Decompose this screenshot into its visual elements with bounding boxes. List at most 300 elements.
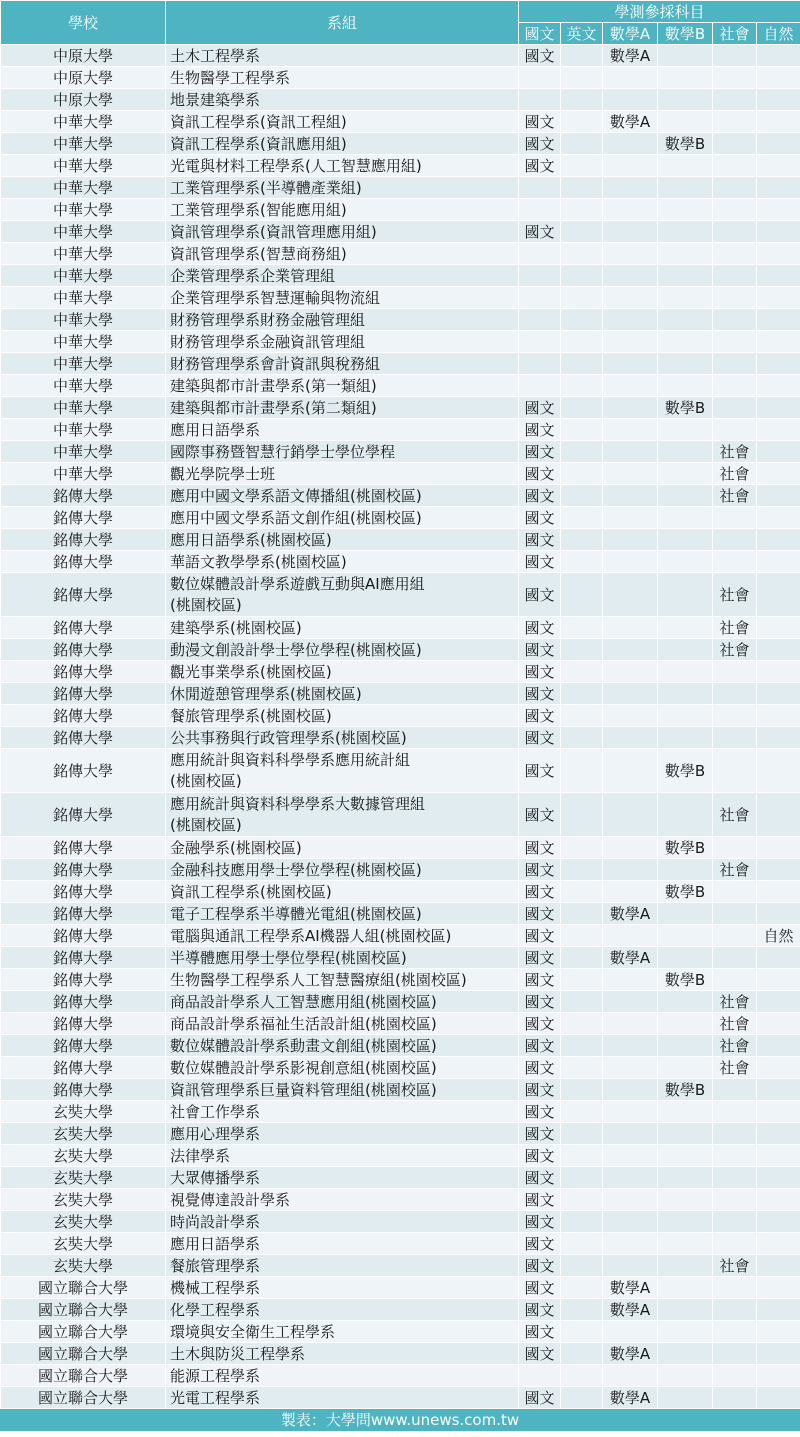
subject-cell-science bbox=[757, 353, 800, 375]
school-cell: 國立聯合大學 bbox=[1, 1343, 166, 1365]
school-column-header: 學校 bbox=[1, 1, 166, 45]
table-row bbox=[1, 749, 800, 793]
school-cell: 銘傳大學 bbox=[1, 705, 166, 727]
subject-cell-science bbox=[757, 331, 800, 353]
subject-cell-english bbox=[561, 199, 603, 221]
subject-cell-math-a bbox=[603, 1365, 658, 1387]
subject-header-social: 社會 bbox=[713, 23, 757, 45]
table-row bbox=[1, 947, 800, 969]
subject-cell-social bbox=[713, 45, 757, 67]
department-cell: 電腦與通訊工程學系AI機器人組(桃園校區) bbox=[166, 925, 519, 947]
subject-cell-chinese: 國文 bbox=[519, 485, 561, 507]
school-cell: 玄奘大學 bbox=[1, 1101, 166, 1123]
subject-cell-chinese bbox=[519, 243, 561, 265]
subject-cell-english bbox=[561, 1343, 603, 1365]
table-row bbox=[1, 1387, 800, 1409]
table-row bbox=[1, 1321, 800, 1343]
subject-cell-science bbox=[757, 639, 800, 661]
subject-cell-math-a bbox=[603, 1013, 658, 1035]
table-row bbox=[1, 573, 800, 617]
table-row bbox=[1, 1123, 800, 1145]
subject-cell-math-a bbox=[603, 749, 658, 793]
subject-cell-social: 社會 bbox=[713, 441, 757, 463]
subject-cell-math-a: 數學A bbox=[603, 1387, 658, 1409]
subject-cell-science bbox=[757, 837, 800, 859]
subject-cell-math-b bbox=[658, 221, 713, 243]
school-cell: 銘傳大學 bbox=[1, 837, 166, 859]
subject-cell-math-a bbox=[603, 507, 658, 529]
subject-cell-social: 社會 bbox=[713, 1035, 757, 1057]
department-cell bbox=[166, 749, 519, 793]
subject-cell-social bbox=[713, 155, 757, 177]
school-cell: 銘傳大學 bbox=[1, 727, 166, 749]
school-cell: 玄奘大學 bbox=[1, 1189, 166, 1211]
table-row bbox=[1, 837, 800, 859]
table-row bbox=[1, 463, 800, 485]
school-cell: 國立聯合大學 bbox=[1, 1365, 166, 1387]
department-cell: 應用日語學系 bbox=[166, 1233, 519, 1255]
subject-cell-math-a bbox=[603, 683, 658, 705]
subject-cell-english bbox=[561, 177, 603, 199]
subject-cell-math-b bbox=[658, 727, 713, 749]
subject-cell-social bbox=[713, 529, 757, 551]
subject-cell-social bbox=[713, 683, 757, 705]
school-cell: 玄奘大學 bbox=[1, 1123, 166, 1145]
subject-cell-social bbox=[713, 309, 757, 331]
table-row bbox=[1, 529, 800, 551]
subject-cell-science bbox=[757, 1057, 800, 1079]
department-cell: 機械工程學系 bbox=[166, 1277, 519, 1299]
school-cell: 中華大學 bbox=[1, 375, 166, 397]
subject-cell-social bbox=[713, 1189, 757, 1211]
subject-cell-chinese: 國文 bbox=[519, 529, 561, 551]
subject-cell-english bbox=[561, 221, 603, 243]
school-cell: 玄奘大學 bbox=[1, 1145, 166, 1167]
subject-cell-social bbox=[713, 133, 757, 155]
subject-cell-science bbox=[757, 1035, 800, 1057]
subject-cell-math-b bbox=[658, 683, 713, 705]
subject-header-math-a: 數學A bbox=[603, 23, 658, 45]
department-cell: 觀光學院學士班 bbox=[166, 463, 519, 485]
department-cell: 資訊工程學系(資訊工程組) bbox=[166, 111, 519, 133]
table-row bbox=[1, 1211, 800, 1233]
subject-cell-science bbox=[757, 243, 800, 265]
subject-cell-social bbox=[713, 1299, 757, 1321]
department-cell: 光電工程學系 bbox=[166, 1387, 519, 1409]
table-row bbox=[1, 265, 800, 287]
subject-header-math-b: 數學B bbox=[658, 23, 713, 45]
department-cell: 工業管理學系(半導體產業組) bbox=[166, 177, 519, 199]
subject-cell-math-b: 數學B bbox=[658, 397, 713, 419]
subject-cell-english bbox=[561, 309, 603, 331]
subject-cell-science bbox=[757, 947, 800, 969]
subject-cell-math-a bbox=[603, 243, 658, 265]
subject-cell-math-a bbox=[603, 441, 658, 463]
department-cell: 資訊管理學系(資訊管理應用組) bbox=[166, 221, 519, 243]
department-line-1: 數位媒體設計學系遊戲互動與AI應用組 bbox=[170, 574, 425, 593]
subject-cell-english bbox=[561, 639, 603, 661]
subject-cell-science bbox=[757, 1343, 800, 1365]
school-cell: 中華大學 bbox=[1, 155, 166, 177]
subject-cell-math-a: 數學A bbox=[603, 1277, 658, 1299]
department-cell: 應用日語學系 bbox=[166, 419, 519, 441]
subject-cell-english bbox=[561, 727, 603, 749]
subject-cell-chinese: 國文 bbox=[519, 419, 561, 441]
subject-cell-english bbox=[561, 1299, 603, 1321]
school-cell: 銘傳大學 bbox=[1, 573, 166, 617]
subject-cell-chinese: 國文 bbox=[519, 639, 561, 661]
subject-cell-math-b bbox=[658, 463, 713, 485]
subject-cell-social bbox=[713, 67, 757, 89]
subject-cell-social bbox=[713, 881, 757, 903]
department-cell: 建築學系(桃園校區) bbox=[166, 617, 519, 639]
subject-cell-chinese: 國文 bbox=[519, 793, 561, 837]
table-row bbox=[1, 111, 800, 133]
subject-cell-science bbox=[757, 1013, 800, 1035]
subject-cell-english bbox=[561, 1387, 603, 1409]
subject-cell-math-a bbox=[603, 705, 658, 727]
table-row bbox=[1, 155, 800, 177]
subject-cell-english bbox=[561, 925, 603, 947]
subject-cell-chinese: 國文 bbox=[519, 837, 561, 859]
subject-cell-math-a bbox=[603, 859, 658, 881]
subject-cell-chinese: 國文 bbox=[519, 1079, 561, 1101]
table-row bbox=[1, 397, 800, 419]
subject-cell-math-b bbox=[658, 617, 713, 639]
table-row bbox=[1, 1057, 800, 1079]
footer-credit: 製表：大學問www.unews.com.tw bbox=[0, 1409, 800, 1431]
subject-cell-math-b bbox=[658, 441, 713, 463]
subject-cell-social bbox=[713, 1365, 757, 1387]
department-cell: 觀光事業學系(桃園校區) bbox=[166, 661, 519, 683]
subject-cell-math-b bbox=[658, 155, 713, 177]
subject-cell-chinese: 國文 bbox=[519, 903, 561, 925]
table-row bbox=[1, 441, 800, 463]
subject-cell-science bbox=[757, 1211, 800, 1233]
table-row bbox=[1, 793, 800, 837]
subject-cell-science bbox=[757, 1101, 800, 1123]
subject-cell-math-b bbox=[658, 1211, 713, 1233]
department-cell: 餐旅管理學系 bbox=[166, 1255, 519, 1277]
school-cell: 國立聯合大學 bbox=[1, 1277, 166, 1299]
school-cell: 銘傳大學 bbox=[1, 793, 166, 837]
subject-cell-chinese: 國文 bbox=[519, 463, 561, 485]
subject-cell-social: 社會 bbox=[713, 485, 757, 507]
subject-cell-math-a bbox=[603, 529, 658, 551]
department-cell: 生物醫學工程學系 bbox=[166, 67, 519, 89]
subject-cell-math-b bbox=[658, 1387, 713, 1409]
subject-cell-english bbox=[561, 287, 603, 309]
subject-cell-chinese: 國文 bbox=[519, 155, 561, 177]
table-row bbox=[1, 243, 800, 265]
subject-cell-english bbox=[561, 969, 603, 991]
school-cell: 玄奘大學 bbox=[1, 1233, 166, 1255]
school-cell: 銘傳大學 bbox=[1, 1035, 166, 1057]
subject-cell-science bbox=[757, 1079, 800, 1101]
department-line-2: (桃園校區) bbox=[170, 815, 242, 834]
school-cell: 玄奘大學 bbox=[1, 1167, 166, 1189]
subject-cell-english bbox=[561, 1101, 603, 1123]
school-cell: 中華大學 bbox=[1, 177, 166, 199]
subject-cell-english bbox=[561, 573, 603, 617]
subject-cell-social bbox=[713, 969, 757, 991]
subject-cell-math-b: 數學B bbox=[658, 881, 713, 903]
subject-cell-science bbox=[757, 177, 800, 199]
subject-cell-science bbox=[757, 969, 800, 991]
school-cell: 銘傳大學 bbox=[1, 507, 166, 529]
table-row bbox=[1, 1365, 800, 1387]
subject-cell-math-a bbox=[603, 265, 658, 287]
subject-cell-social bbox=[713, 1277, 757, 1299]
table-header bbox=[1, 1, 800, 45]
table-body bbox=[1, 45, 800, 1409]
department-cell: 法律學系 bbox=[166, 1145, 519, 1167]
subject-cell-chinese: 國文 bbox=[519, 947, 561, 969]
subject-cell-science bbox=[757, 375, 800, 397]
subject-cell-english bbox=[561, 1233, 603, 1255]
table-row bbox=[1, 991, 800, 1013]
subject-cell-science bbox=[757, 1167, 800, 1189]
subject-cell-chinese: 國文 bbox=[519, 1013, 561, 1035]
department-line-1: 應用統計與資料科學學系大數據管理組 bbox=[170, 794, 426, 813]
department-cell: 應用心理學系 bbox=[166, 1123, 519, 1145]
subject-cell-science bbox=[757, 441, 800, 463]
subject-cell-math-a bbox=[603, 221, 658, 243]
subject-cell-math-a bbox=[603, 639, 658, 661]
school-cell: 玄奘大學 bbox=[1, 1255, 166, 1277]
school-cell: 銘傳大學 bbox=[1, 969, 166, 991]
department-cell: 國際事務暨智慧行銷學士學位學程 bbox=[166, 441, 519, 463]
school-cell: 銘傳大學 bbox=[1, 529, 166, 551]
subject-cell-english bbox=[561, 903, 603, 925]
subject-cell-math-b bbox=[658, 1233, 713, 1255]
department-cell: 工業管理學系(智能應用組) bbox=[166, 199, 519, 221]
subject-cell-math-b bbox=[658, 1343, 713, 1365]
subject-cell-math-a bbox=[603, 991, 658, 1013]
subject-cell-science bbox=[757, 463, 800, 485]
school-cell: 國立聯合大學 bbox=[1, 1299, 166, 1321]
department-cell: 數位媒體設計學系影視創意組(桃園校區) bbox=[166, 1057, 519, 1079]
department-cell: 休閒遊憩管理學系(桃園校區) bbox=[166, 683, 519, 705]
table-row bbox=[1, 1299, 800, 1321]
school-cell: 銘傳大學 bbox=[1, 1013, 166, 1035]
department-cell: 商品設計學系福祉生活設計組(桃園校區) bbox=[166, 1013, 519, 1035]
subject-cell-math-b bbox=[658, 947, 713, 969]
subject-cell-science bbox=[757, 1255, 800, 1277]
subject-cell-chinese: 國文 bbox=[519, 1211, 561, 1233]
subject-cell-social bbox=[713, 89, 757, 111]
subject-cell-english bbox=[561, 1057, 603, 1079]
school-cell: 銘傳大學 bbox=[1, 859, 166, 881]
subject-cell-math-a bbox=[603, 309, 658, 331]
subject-cell-social bbox=[713, 265, 757, 287]
subject-cell-english bbox=[561, 1321, 603, 1343]
subject-cell-english bbox=[561, 155, 603, 177]
subject-cell-math-a bbox=[603, 1255, 658, 1277]
table-row bbox=[1, 1013, 800, 1035]
subject-cell-math-b bbox=[658, 551, 713, 573]
subject-cell-science bbox=[757, 705, 800, 727]
table-row bbox=[1, 683, 800, 705]
subject-cell-math-b bbox=[658, 507, 713, 529]
subject-cell-chinese bbox=[519, 67, 561, 89]
department-cell: 資訊管理學系巨量資料管理組(桃園校區) bbox=[166, 1079, 519, 1101]
subject-cell-math-b bbox=[658, 903, 713, 925]
department-cell: 土木與防災工程學系 bbox=[166, 1343, 519, 1365]
school-cell: 銘傳大學 bbox=[1, 991, 166, 1013]
school-cell: 銘傳大學 bbox=[1, 749, 166, 793]
subject-cell-chinese bbox=[519, 287, 561, 309]
department-cell: 財務管理學系金融資訊管理組 bbox=[166, 331, 519, 353]
subject-cell-math-a bbox=[603, 617, 658, 639]
school-cell: 銘傳大學 bbox=[1, 1057, 166, 1079]
school-cell: 中華大學 bbox=[1, 309, 166, 331]
subject-cell-science bbox=[757, 881, 800, 903]
subject-cell-science bbox=[757, 1365, 800, 1387]
subject-cell-math-b bbox=[658, 111, 713, 133]
subject-cell-chinese bbox=[519, 199, 561, 221]
school-cell: 中華大學 bbox=[1, 397, 166, 419]
subject-cell-chinese bbox=[519, 1365, 561, 1387]
subject-cell-math-b bbox=[658, 243, 713, 265]
subject-cell-math-a bbox=[603, 1079, 658, 1101]
subject-cell-science bbox=[757, 551, 800, 573]
subject-cell-chinese: 國文 bbox=[519, 1167, 561, 1189]
subject-cell-english bbox=[561, 705, 603, 727]
subject-cell-science bbox=[757, 133, 800, 155]
table-row bbox=[1, 881, 800, 903]
subject-cell-math-b bbox=[658, 375, 713, 397]
table-row bbox=[1, 419, 800, 441]
subject-cell-math-b bbox=[658, 353, 713, 375]
department-cell: 財務管理學系會計資訊與稅務組 bbox=[166, 353, 519, 375]
table-row bbox=[1, 705, 800, 727]
department-cell: 應用日語學系(桃園校區) bbox=[166, 529, 519, 551]
school-cell: 銘傳大學 bbox=[1, 617, 166, 639]
subject-cell-chinese: 國文 bbox=[519, 749, 561, 793]
subject-cell-math-a bbox=[603, 661, 658, 683]
subject-cell-chinese bbox=[519, 265, 561, 287]
subject-cell-english bbox=[561, 1013, 603, 1035]
subject-cell-science bbox=[757, 991, 800, 1013]
department-cell: 資訊管理學系(智慧商務組) bbox=[166, 243, 519, 265]
school-cell: 銘傳大學 bbox=[1, 639, 166, 661]
subject-cell-math-b bbox=[658, 991, 713, 1013]
subject-cell-english bbox=[561, 991, 603, 1013]
table-row bbox=[1, 1233, 800, 1255]
table-row bbox=[1, 1145, 800, 1167]
subject-cell-math-a bbox=[603, 67, 658, 89]
subject-cell-social bbox=[713, 287, 757, 309]
department-cell: 公共事務與行政管理學系(桃園校區) bbox=[166, 727, 519, 749]
subject-cell-science bbox=[757, 529, 800, 551]
subject-cell-science bbox=[757, 859, 800, 881]
school-cell: 中華大學 bbox=[1, 243, 166, 265]
subject-cell-math-a bbox=[603, 463, 658, 485]
subject-cell-math-b bbox=[658, 485, 713, 507]
subject-cell-math-b bbox=[658, 1277, 713, 1299]
subject-cell-math-a bbox=[603, 199, 658, 221]
subject-cell-english bbox=[561, 1189, 603, 1211]
department-cell: 環境與安全衛生工程學系 bbox=[166, 1321, 519, 1343]
subject-cell-chinese: 國文 bbox=[519, 859, 561, 881]
subject-cell-math-a bbox=[603, 485, 658, 507]
subject-cell-chinese: 國文 bbox=[519, 925, 561, 947]
subject-cell-science bbox=[757, 1233, 800, 1255]
table-row bbox=[1, 551, 800, 573]
school-cell: 銘傳大學 bbox=[1, 925, 166, 947]
subject-cell-math-b bbox=[658, 1321, 713, 1343]
subject-cell-english bbox=[561, 45, 603, 67]
school-cell: 中華大學 bbox=[1, 221, 166, 243]
subject-cell-english bbox=[561, 441, 603, 463]
subject-cell-social bbox=[713, 551, 757, 573]
subject-cell-english bbox=[561, 837, 603, 859]
subject-cell-chinese: 國文 bbox=[519, 1387, 561, 1409]
department-line-1: 應用統計與資料科學學系應用統計組 bbox=[170, 750, 411, 769]
subject-cell-math-a bbox=[603, 1211, 658, 1233]
subject-cell-math-b bbox=[658, 309, 713, 331]
subject-cell-math-b: 數學B bbox=[658, 749, 713, 793]
school-cell: 中華大學 bbox=[1, 353, 166, 375]
subject-cell-math-a bbox=[603, 353, 658, 375]
subject-cell-math-b bbox=[658, 1365, 713, 1387]
table-row bbox=[1, 67, 800, 89]
subject-cell-chinese: 國文 bbox=[519, 1035, 561, 1057]
subject-cell-math-b bbox=[658, 1123, 713, 1145]
subject-cell-social: 社會 bbox=[713, 573, 757, 617]
subject-cell-chinese: 國文 bbox=[519, 1321, 561, 1343]
school-cell: 國立聯合大學 bbox=[1, 1321, 166, 1343]
school-cell: 銘傳大學 bbox=[1, 947, 166, 969]
table-row bbox=[1, 375, 800, 397]
table-row bbox=[1, 1167, 800, 1189]
subject-cell-english bbox=[561, 1365, 603, 1387]
table-row bbox=[1, 1035, 800, 1057]
school-cell: 中原大學 bbox=[1, 89, 166, 111]
subject-cell-social bbox=[713, 1167, 757, 1189]
subject-cell-math-a: 數學A bbox=[603, 111, 658, 133]
subject-cell-english bbox=[561, 683, 603, 705]
subject-cell-social: 社會 bbox=[713, 859, 757, 881]
department-cell: 電子工程學系半導體光電組(桃園校區) bbox=[166, 903, 519, 925]
subject-cell-math-a: 數學A bbox=[603, 903, 658, 925]
table-row bbox=[1, 89, 800, 111]
subject-cell-social bbox=[713, 1233, 757, 1255]
subject-cell-math-b: 數學B bbox=[658, 837, 713, 859]
subject-cell-social bbox=[713, 1123, 757, 1145]
subject-cell-science bbox=[757, 727, 800, 749]
subject-cell-social bbox=[713, 705, 757, 727]
subjects-group-header: 學測參採科目 bbox=[519, 1, 800, 23]
subject-cell-science: 自然 bbox=[757, 925, 800, 947]
department-cell: 金融科技應用學士學位學程(桃園校區) bbox=[166, 859, 519, 881]
subject-cell-math-a bbox=[603, 1321, 658, 1343]
department-column-header: 系組 bbox=[166, 1, 519, 45]
school-cell: 銘傳大學 bbox=[1, 661, 166, 683]
subject-cell-social bbox=[713, 1387, 757, 1409]
table-row bbox=[1, 1101, 800, 1123]
school-cell: 中原大學 bbox=[1, 67, 166, 89]
subject-cell-social bbox=[713, 375, 757, 397]
department-cell: 半導體應用學士學位學程(桃園校區) bbox=[166, 947, 519, 969]
subject-cell-chinese: 國文 bbox=[519, 1123, 561, 1145]
school-cell: 銘傳大學 bbox=[1, 903, 166, 925]
subject-cell-math-a bbox=[603, 1035, 658, 1057]
subject-cell-english bbox=[561, 661, 603, 683]
school-cell: 中華大學 bbox=[1, 133, 166, 155]
subject-cell-math-a bbox=[603, 397, 658, 419]
